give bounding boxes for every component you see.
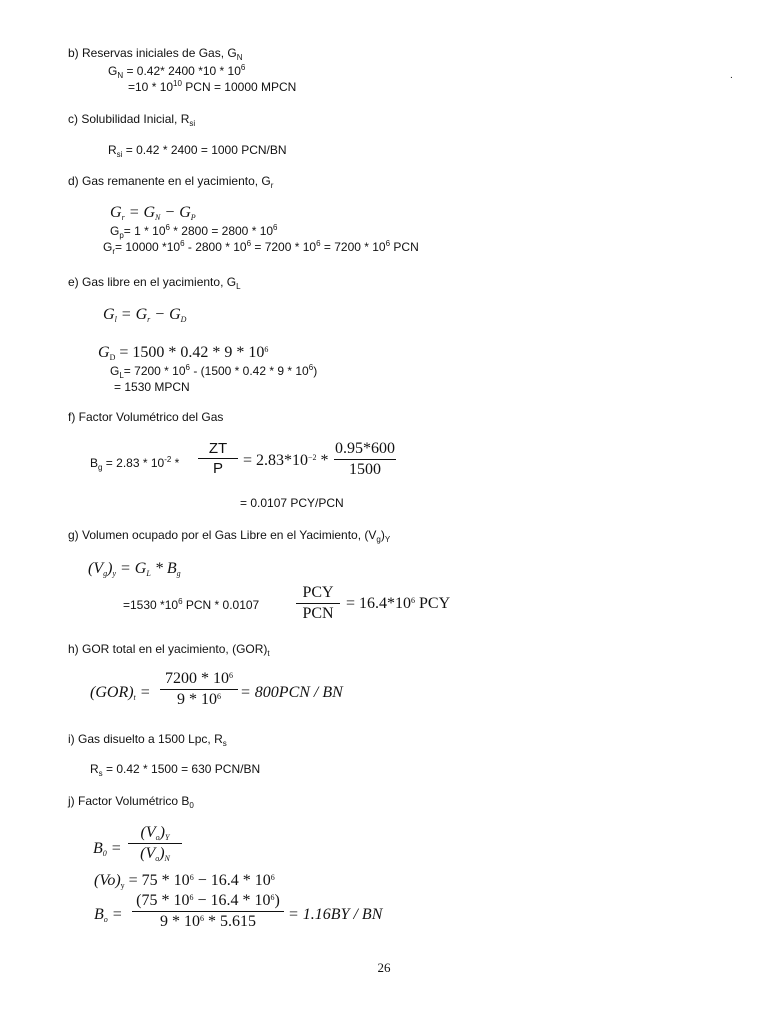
section-b-line2: $=10 * 10^{10}$ PCN = 10000 MPCN — [128, 79, 297, 94]
section-g-fraction: PCY PCN — [296, 584, 340, 623]
section-d-heading: d) Gas remanente en el yacimiento, $G_r$ — [68, 174, 274, 190]
stray-mark: . — [730, 70, 733, 81]
section-d-line3: $G_r= 10000$ $*10^6 - 2800 * 10^6 = 7200 * 10^6 = 7200 * 10^6$ PCN — [103, 239, 419, 256]
page-number: 26 — [377, 960, 391, 975]
section-e-heading: e) Gas libre en el yacimiento, $G_L$ — [68, 275, 241, 291]
section-h-fraction: $7200 * 10^6$ $9 * 10^6$ — [160, 670, 238, 709]
section-e-line3: $G_L= 7200 * 10^6 - (1500 * 0.42 * 9 * 10^6)$ — [110, 363, 318, 380]
section-c-line1: $R_{si} = 0.42 * 2400 = 1000$ PCN/BN — [108, 143, 287, 159]
section-g-line2: =1530 $*10^6$ PCN * 0.0107 — [123, 597, 260, 612]
section-b-heading: b) Reservas iniciales de Gas, $G_N$ — [68, 46, 243, 62]
section-d-equation: $G_r = G_N - G_P$ — [110, 204, 196, 222]
section-g-heading: g) Volumen ocupado por el Gas Libre en el Yacimiento, $(V_g)_Y$ — [68, 528, 391, 544]
section-f-mid: = $2.83*10^{-2}$ * — [243, 452, 329, 469]
section-i-line1: $R_s = 0.42 * 1500 = 630$ PCN/BN — [90, 762, 261, 778]
section-j-eq3-lhs: $B_o$ = — [94, 906, 123, 924]
section-e-line4: = 1530 MPCN — [114, 380, 190, 394]
section-c-heading: c) Solubilidad Inicial, $R_{si}$ — [68, 112, 196, 128]
section-j-eq1-lhs: $B_0$ = — [93, 840, 122, 858]
section-h-lhs: $(GOR)_t$ = — [90, 684, 151, 702]
section-f-result: = 0.0107 PCY/PCN — [240, 496, 344, 510]
section-h-heading: h) GOR total en el yacimiento, $(GOR)_t$ — [68, 642, 270, 658]
section-j-eq1-fraction: $(V_o)_Y$ $(V_o)_N$ — [128, 824, 182, 863]
section-f-bg: $B_g = 2.83 * 10^{-2}$ * — [90, 455, 180, 472]
section-f-fraction2: 0.95*600 1500 — [335, 440, 395, 478]
section-i-heading: i) Gas disuelto a 1500 Lpc, $R_s$ — [68, 732, 227, 748]
section-j-heading: j) Factor Volumétrico $B_0$ — [68, 794, 194, 810]
section-h-rhs: = 800PCN / BN — [240, 684, 343, 701]
section-f-fraction1: ZT P — [198, 440, 238, 477]
section-b-line1: $G_N = 0.42*$ 2400 $*10 * 10^6$ — [108, 63, 246, 80]
section-g-result: = $16.4*10^6$ PCY — [346, 595, 451, 612]
section-j-eq3-fraction: $(75 * 10^6 - 16.4 * 10^6)$ $9 * 10^6 * 5.615$ — [132, 892, 284, 931]
section-e-equation2: $G_D = 1500 * 0.42 * 9 * 10^6$ — [98, 344, 269, 362]
section-g-equation: $(V_g)_y = G_L * B_g$ — [88, 560, 181, 578]
section-d-line2: $G_p= 1 * 10^6 * 2800 = 2800 * 10^6$ — [110, 223, 278, 240]
section-e-equation: $G_l = G_r - G_D$ — [103, 306, 187, 324]
section-j-eq3-result: = 1.16BY / BN — [288, 906, 383, 923]
section-f-heading: f) Factor Volumétrico del Gas — [68, 410, 224, 424]
section-j-eq2: $(Vo)_y = 75 * 10^6 - 16.4 * 10^6$ — [94, 872, 275, 890]
